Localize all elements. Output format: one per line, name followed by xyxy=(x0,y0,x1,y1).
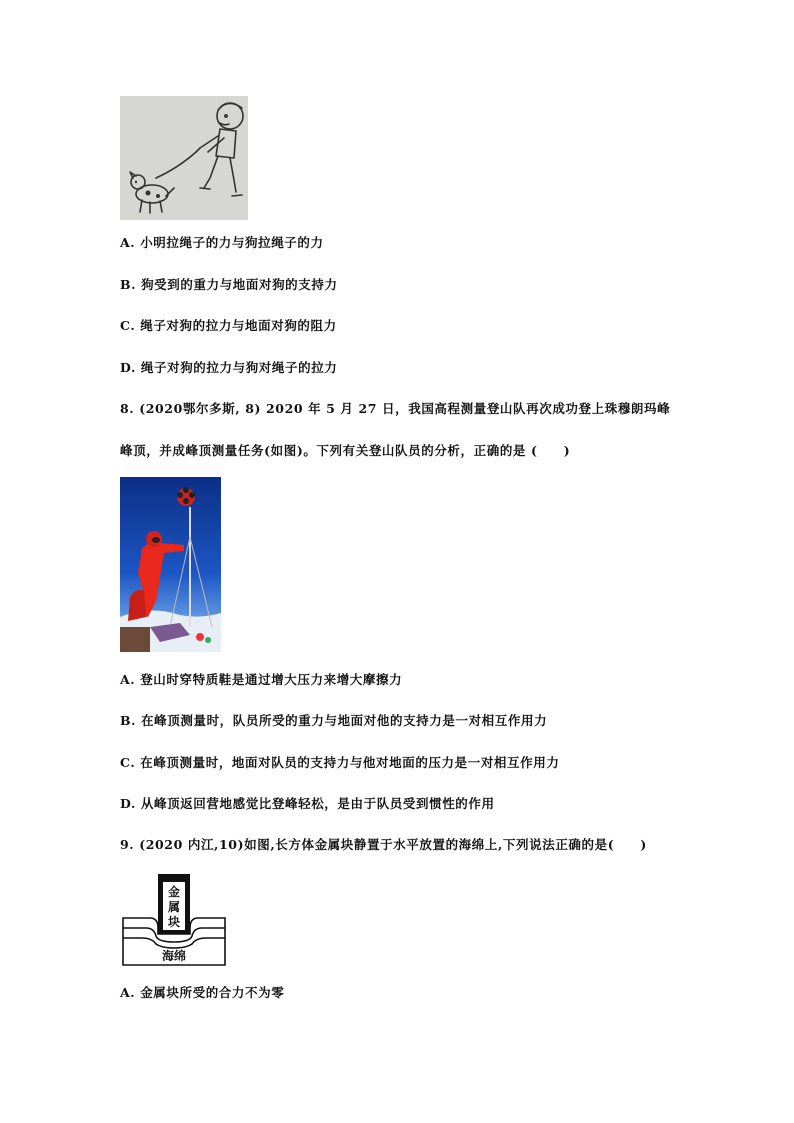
q8-option-d: D. 从峰顶返回营地感觉比登峰轻松，是由于队员受到惯性的作用 xyxy=(120,796,495,811)
q8-stem-line1: 8. (2020鄂尔多斯, 8) 2020 年 5 月 27 日，我国高程测量登山队再次成功登上珠穆朗玛峰 xyxy=(120,401,671,416)
q8-option-c: C. 在峰顶测量时，地面对队员的支持力与他对地面的压力是一对相互作用力 xyxy=(120,755,560,770)
q8-option-b: B. 在峰顶测量时，队员所受的重力与地面对他的支持力是一对相互作用力 xyxy=(120,713,548,728)
q7-option-b: B. 狗受到的重力与地面对狗的支持力 xyxy=(120,277,338,292)
q9-stem: 9. (2020 内江,10)如图,长方体金属块静置于水平放置的海绵上,下列说法正确的是( ) xyxy=(120,837,647,852)
metal-block-on-sponge-figure xyxy=(120,872,228,966)
q8-option-a: A. 登山时穿特质鞋是通过增大压力来增大摩擦力 xyxy=(120,672,403,687)
summit-climber-photo xyxy=(120,477,221,652)
q7-option-c: C. 绳子对狗的拉力与地面对狗的阻力 xyxy=(120,318,337,333)
sponge-label: 海绵 xyxy=(161,949,187,963)
q7-option-a: A. 小明拉绳子的力与狗拉绳子的力 xyxy=(120,235,324,250)
boy-walking-dog-figure xyxy=(120,96,248,220)
block-label-char-3: 块 xyxy=(167,915,181,929)
block-label-char-2: 属 xyxy=(167,900,181,914)
q7-option-d: D. 绳子对狗的拉力与狗对绳子的拉力 xyxy=(120,360,338,375)
q8-stem-line2: 峰顶，并成峰顶测量任务(如图)。下列有关登山队员的分析，正确的是 ( ) xyxy=(120,443,571,458)
block-label-char-1: 金 xyxy=(167,885,181,899)
q9-option-a: A. 金属块所受的合力不为零 xyxy=(120,985,285,1000)
